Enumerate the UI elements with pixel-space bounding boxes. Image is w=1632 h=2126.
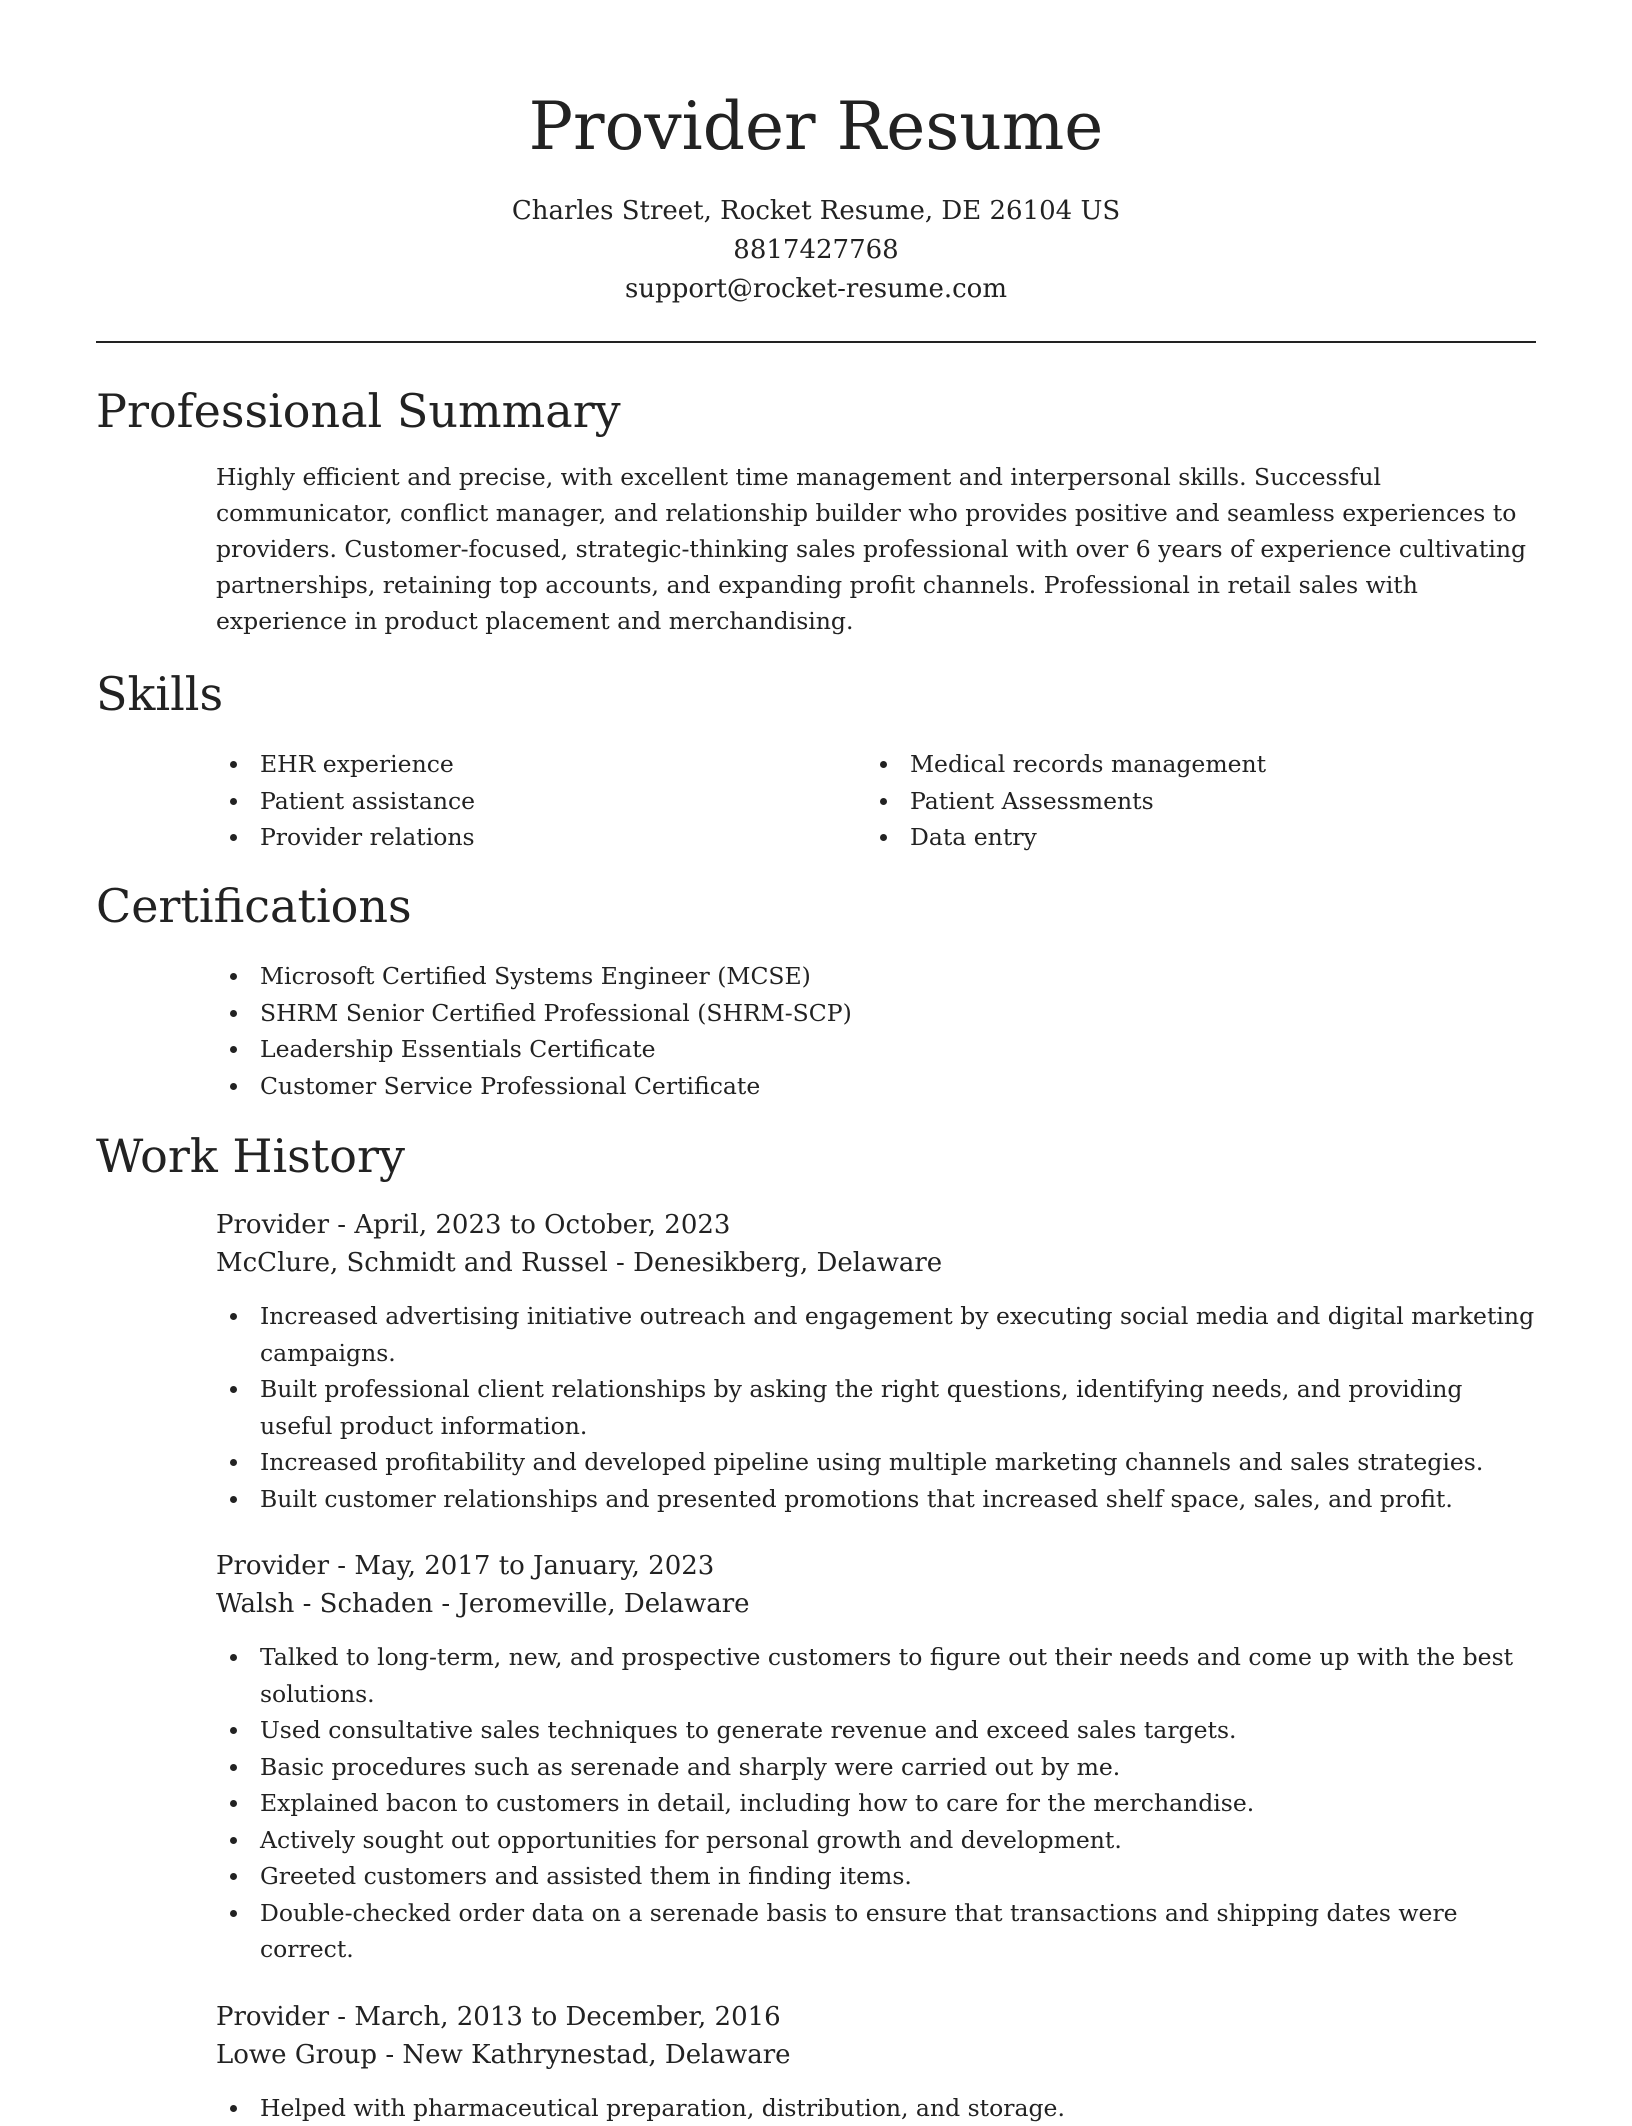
job-company: Walsh - Schaden <box>216 1589 433 1619</box>
skill-item: Data entry <box>866 819 1516 856</box>
job-company: McClure, Schmidt and Russel <box>216 1248 608 1278</box>
job-title-line: Provider - May, 2017 to January, 2023 <box>216 1547 1536 1585</box>
skill-item: Provider relations <box>216 819 866 856</box>
job-bullets <box>216 2090 1536 2126</box>
certifications-section <box>96 876 1536 1104</box>
job-dates: May, 2017 to January, 2023 <box>354 1551 714 1581</box>
job-title-line: Provider - April, 2023 to October, 2023 <box>216 1206 1536 1244</box>
job-bullet: Double-checked order data on a serenade basis to ensure that transactions and shipping dates were correct. <box>216 1895 1536 1968</box>
job-bullet: Built professional client relationships by asking the right questions, identifying needs, and providing useful product information. <box>216 1371 1536 1444</box>
skill-item: Patient Assessments <box>866 783 1516 820</box>
job-bullet: Increased advertising initiative outreach and engagement by executing social media and digital marketing campaigns. <box>216 1298 1536 1371</box>
job-company-line: McClure, Schmidt and Russel - Denesikberg, Delaware <box>216 1244 1536 1282</box>
certification-item: Microsoft Certified Systems Engineer (MCSE) <box>216 958 1536 995</box>
job-location: New Kathrynestad, Delaware <box>402 2040 790 2070</box>
job-title: Provider <box>216 2002 329 2032</box>
certification-item: SHRM Senior Certified Professional (SHRM-SCP) <box>216 995 1536 1032</box>
skills-heading: Skills <box>96 664 1536 724</box>
job-bullet: Basic procedures such as serenade and sharply were carried out by me. <box>216 1749 1536 1786</box>
job-location: Jeromeville, Delaware <box>458 1589 749 1619</box>
job-dates: April, 2023 to October, 2023 <box>354 1210 730 1240</box>
job-bullet: Helped with pharmaceutical preparation, distribution, and storage. <box>216 2090 1536 2126</box>
job-bullet: Talked to long-term, new, and prospective customers to figure out their needs and come up with the best solutions. <box>216 1639 1536 1712</box>
phone-text: 8817427768 <box>0 231 1632 270</box>
job-bullet: Explained bacon to customers in detail, including how to care for the merchandise. <box>216 1785 1536 1822</box>
skill-item: Patient assistance <box>216 783 866 820</box>
resume-header <box>0 0 1632 309</box>
job-bullet: Greeted customers and assisted them in finding items. <box>216 1858 1536 1895</box>
job-dates: March, 2013 to December, 2016 <box>354 2002 780 2032</box>
job-entry <box>216 1206 1536 1517</box>
work-history-section <box>96 1126 1536 2126</box>
skill-item: EHR experience <box>216 746 866 783</box>
job-title: Provider <box>216 1551 329 1581</box>
job-company: Lowe Group <box>216 2040 377 2070</box>
job-bullets <box>216 1639 1536 1968</box>
job-title-line: Provider - March, 2013 to December, 2016 <box>216 1998 1536 2036</box>
job-bullets <box>216 1298 1536 1517</box>
skills-section <box>96 664 1536 856</box>
summary-text: Highly efficient and precise, with excellent time management and interpersonal skills. Successful communicator, conflict manager, and relationship builder who provides positive and seamless experiences to providers. Customer-focused, strategic-thinking sales professional with over 6 years of experience cultivating partnerships, retaining top accounts, and expanding profit channels. Professional in retail sales with experience in product placement and merchandising. <box>216 459 1536 639</box>
certifications-list <box>216 958 1536 1104</box>
certification-item: Customer Service Professional Certificate <box>216 1068 1536 1105</box>
skills-list-left <box>216 746 866 856</box>
job-bullet: Increased profitability and developed pipeline using multiple marketing channels and sales strategies. <box>216 1444 1536 1481</box>
job-location: Denesikberg, Delaware <box>633 1248 942 1278</box>
job-company-line: Walsh - Schaden - Jeromeville, Delaware <box>216 1585 1536 1623</box>
job-bullet: Built customer relationships and presented promotions that increased shelf space, sales, and profit. <box>216 1481 1536 1518</box>
skill-item: Medical records management <box>866 746 1516 783</box>
job-entry <box>216 1998 1536 2126</box>
job-company-line: Lowe Group - New Kathrynestad, Delaware <box>216 2036 1536 2074</box>
contact-block <box>0 192 1632 309</box>
job-entry <box>216 1547 1536 1968</box>
summary-section <box>96 381 1536 639</box>
address-text: Charles Street, Rocket Resume, DE 26104 US <box>0 192 1632 231</box>
summary-heading: Professional Summary <box>96 381 1536 441</box>
job-bullet: Used consultative sales techniques to generate revenue and exceed sales targets. <box>216 1712 1536 1749</box>
skills-list-right <box>866 746 1516 856</box>
resume-title: Provider Resume <box>0 84 1632 170</box>
job-title: Provider <box>216 1210 329 1240</box>
certification-item: Leadership Essentials Certificate <box>216 1031 1536 1068</box>
header-divider <box>96 341 1536 343</box>
skills-columns <box>216 746 1536 856</box>
certifications-heading: Certifications <box>96 876 1536 936</box>
job-bullet: Actively sought out opportunities for personal growth and development. <box>216 1822 1536 1859</box>
email-text: support@rocket-resume.com <box>0 270 1632 309</box>
work-history-heading: Work History <box>96 1126 1536 1186</box>
